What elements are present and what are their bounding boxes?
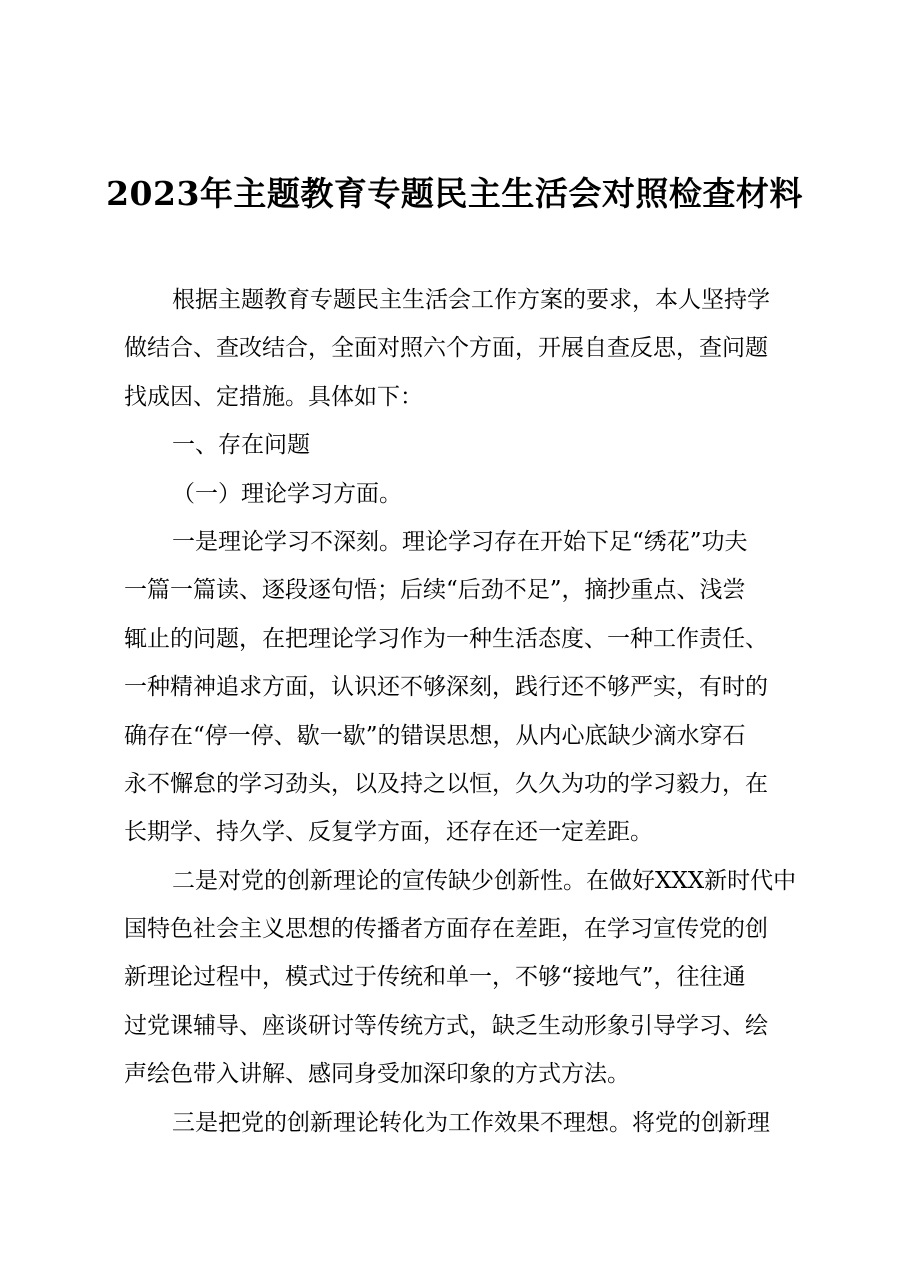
body-line: 一、存在问题 [172,432,310,459]
body-line: 新理论过程中，模式过于传统和单一，不够“接地气”，往往通 [124,964,746,991]
body-line: 找成因、定措施。具体如下： [124,383,423,410]
body-line: 一种精神追求方面，认识还不够深刻，践行还不够严实，有时的 [124,674,768,701]
body-line: 过党课辅导、座谈研讨等传统方式，缺乏生动形象引导学习、绘 [124,1012,768,1039]
document-title: 2023年主题教育专题民主生活会对照检查材料 [106,174,803,213]
body-line: 一是理论学习不深刻。理论学习存在开始下足“绣花”功夫 [172,528,748,555]
body-line: 根据主题教育专题民主生活会工作方案的要求，本人坚持学 [172,287,770,313]
body-line: 三是把党的创新理论转化为工作效果不理想。将党的创新理 [172,1109,770,1136]
body-line: （一）理论学习方面。 [172,480,402,507]
body-line: 长期学、持久学、反复学方面，还存在还一定差距。 [124,819,653,846]
body-line: 一篇一篇读、逐段逐句悟；后续“后劲不足”，摘抄重点、浅尝 [124,577,746,604]
body-line: 辄止的问题，在把理论学习作为一种生活态度、一种工作责任、 [124,625,768,652]
body-line: 国特色社会主义思想的传播者方面存在差距，在学习宣传党的创 [124,916,768,943]
body-line: 声绘色带入讲解、感同身受加深印象的方式方法。 [124,1061,630,1088]
body-line: 确存在“停一停、歇一歇”的错误思想，从内心底缺少滴水穿石 [124,722,746,749]
body-line: 永不懈怠的学习劲头，以及持之以恒，久久为功的学习毅力，在 [124,770,768,797]
document-body [124,276,824,1147]
body-line: 二是对党的创新理论的宣传缺少创新性。在做好XXX新时代中 [172,867,797,894]
body-line: 做结合、查改结合，全面对照六个方面，开展自查反思，查问题 [124,335,768,362]
